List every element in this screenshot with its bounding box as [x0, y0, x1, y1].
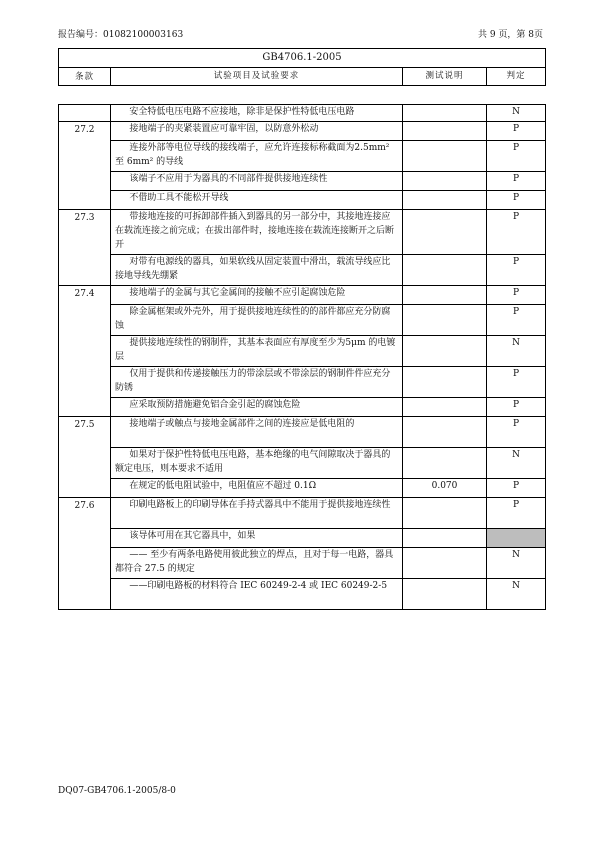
col-verdict-header: 判定 — [487, 68, 546, 86]
test-results-table — [58, 104, 546, 610]
table-row — [59, 498, 546, 529]
remarks-cell — [403, 498, 487, 529]
table-row — [59, 172, 546, 191]
remarks-cell — [403, 122, 487, 141]
clause-cell: 27.6 — [59, 498, 111, 610]
requirement-cell: 安全特低电压电路不应接地，除非是保护性特低电压电路 — [111, 105, 403, 122]
requirement-cell: 如果对于保护性特低电压电路，基本绝缘的电气间隙取决于器具的额定电压，则本要求不适用 — [111, 448, 403, 479]
clause-cell: 27.3 — [59, 210, 111, 286]
remarks-cell — [403, 105, 487, 122]
remarks-cell — [403, 529, 487, 548]
table-row — [59, 105, 546, 122]
remarks-cell — [403, 548, 487, 579]
page-header — [58, 27, 543, 41]
col-clause-header: 条款 — [59, 68, 111, 86]
clause-cell: 27.4 — [59, 286, 111, 417]
verdict-cell: P — [487, 286, 546, 305]
standard-title: GB4706.1-2005 — [59, 49, 545, 68]
verdict-cell: N — [487, 448, 546, 479]
requirement-cell: 接地端子的夹紧装置应可靠牢固，以防意外松动 — [111, 122, 403, 141]
requirement-cell: ——印刷电路板的材料符合 IEC 60249-2-4 或 IEC 60249-2-5 — [111, 579, 403, 610]
column-header-table — [58, 67, 546, 86]
remarks-cell — [403, 579, 487, 610]
table-row — [59, 479, 546, 498]
remarks-cell — [403, 210, 487, 255]
verdict-cell: P — [487, 122, 546, 141]
col-remarks-header: 测试说明 — [403, 68, 487, 86]
table-row — [59, 210, 546, 255]
remarks-cell — [403, 255, 487, 286]
table-row — [59, 122, 546, 141]
verdict-cell: P — [487, 479, 546, 498]
requirement-cell: 该端子不应用于为器具的不同部件提供接地连续性 — [111, 172, 403, 191]
remarks-cell — [403, 305, 487, 336]
verdict-cell: P — [487, 255, 546, 286]
requirement-cell: 对带有电源线的器具，如果软线从固定装置中滑出，载流导线应比接地导线先绷紧 — [111, 255, 403, 286]
table-row — [59, 191, 546, 210]
verdict-cell: N — [487, 105, 546, 122]
clause-cell — [59, 105, 111, 122]
requirement-cell: 该导体可用在其它器具中，如果 — [111, 529, 403, 548]
requirement-cell: 接地端子的金属与其它金属间的接触不应引起腐蚀危险 — [111, 286, 403, 305]
table-row — [59, 448, 546, 479]
table-row — [59, 305, 546, 336]
remarks-cell — [403, 336, 487, 367]
requirement-cell: 提供接地连续性的钢制件，其基本表面应有厚度至少为5μm 的电镀层 — [111, 336, 403, 367]
document-footer: DQ07-GB4706.1-2005/8-0 — [58, 786, 176, 796]
verdict-cell: N — [487, 579, 546, 610]
table-row — [59, 286, 546, 305]
verdict-cell: P — [487, 191, 546, 210]
requirement-cell: 印刷电路板上的印刷导体在手持式器具中不能用于提供接地连续性 — [111, 498, 403, 529]
table-row — [59, 548, 546, 579]
requirement-cell: 仅用于提供和传递接触压力的带涂层或不带涂层的钢制件件应充分防锈 — [111, 367, 403, 398]
col-requirement-header: 试验项目及试验要求 — [111, 68, 403, 86]
remarks-cell: 0.070 — [403, 479, 487, 498]
page-info: 共 9 页，第 8页 — [477, 30, 543, 40]
verdict-cell: N — [487, 336, 546, 367]
remarks-cell — [403, 417, 487, 448]
remarks-cell — [403, 398, 487, 417]
table-row — [59, 417, 546, 448]
verdict-cell: P — [487, 210, 546, 255]
requirement-cell: 不借助工具不能松开导线 — [111, 191, 403, 210]
verdict-cell: P — [487, 305, 546, 336]
column-header-row — [59, 68, 546, 86]
verdict-cell: P — [487, 417, 546, 448]
table-row — [59, 579, 546, 610]
verdict-cell: P — [487, 172, 546, 191]
report-number: 报告编号：01082100003163 — [58, 30, 184, 40]
remarks-cell — [403, 286, 487, 305]
table-row — [59, 255, 546, 286]
standard-title-box — [58, 48, 546, 68]
verdict-cell: P — [487, 398, 546, 417]
requirement-cell: 除金属框架或外壳外，用于提供接地连续性的的部件都应充分防腐蚀 — [111, 305, 403, 336]
clause-cell: 27.2 — [59, 122, 111, 210]
requirement-cell: 带接地连接的可拆卸部件插入到器具的另一部分中，其接地连接应在载流连接之前完成；在拔出部件时，接地连接在载流连接断开之后断开 — [111, 210, 403, 255]
table-row — [59, 398, 546, 417]
table-row — [59, 336, 546, 367]
verdict-cell: P — [487, 498, 546, 529]
table-row — [59, 529, 546, 548]
remarks-cell — [403, 367, 487, 398]
verdict-cell: P — [487, 367, 546, 398]
table-row — [59, 141, 546, 172]
remarks-cell — [403, 448, 487, 479]
requirement-cell: 连接外部等电位导线的接线端子，应允许连接标称截面为2.5mm² 至 6mm² 的导线 — [111, 141, 403, 172]
requirement-cell: —— 至少有两条电路使用彼此独立的焊点，且对于每一电路，器具都符合 27.5 的规定 — [111, 548, 403, 579]
remarks-cell — [403, 141, 487, 172]
verdict-cell: N — [487, 548, 546, 579]
table-row — [59, 367, 546, 398]
verdict-cell: P — [487, 141, 546, 172]
remarks-cell — [403, 172, 487, 191]
requirement-cell: 在规定的低电阻试验中，电阻值应不超过 0.1Ω — [111, 479, 403, 498]
requirement-cell: 接地端子或触点与接地金属部件之间的连接应是低电阻的 — [111, 417, 403, 448]
remarks-cell — [403, 191, 487, 210]
clause-cell: 27.5 — [59, 417, 111, 498]
verdict-cell — [487, 529, 546, 548]
requirement-cell: 应采取预防措施避免铝合金引起的腐蚀危险 — [111, 398, 403, 417]
